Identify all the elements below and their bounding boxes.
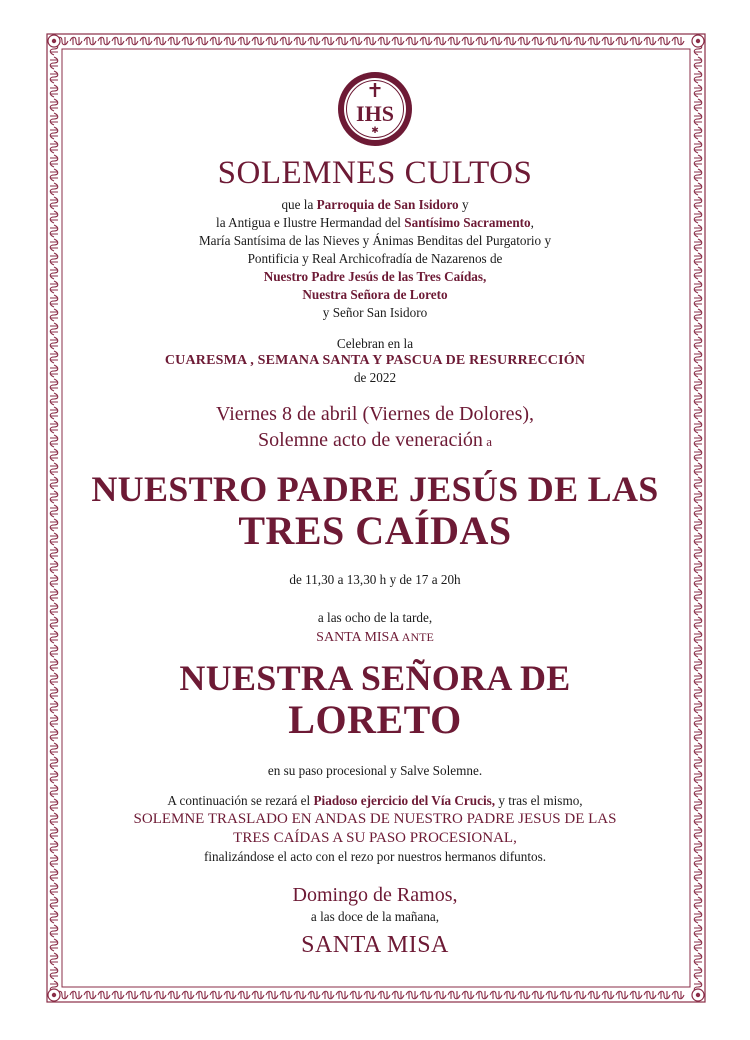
border-motif — [546, 37, 558, 45]
border-motif — [378, 991, 390, 999]
border-motif — [694, 785, 702, 797]
border-motif — [694, 771, 702, 783]
border-motif — [50, 939, 58, 951]
border-motif — [694, 603, 702, 615]
border-motif — [70, 37, 82, 45]
border-motif — [50, 225, 58, 237]
border-motif — [308, 991, 320, 999]
celebration-line-1: Celebran en la — [336, 336, 414, 351]
border-motif — [504, 37, 516, 45]
jesus-title-line-2: TRES CAÍDAS — [238, 508, 512, 553]
border-motif — [224, 37, 236, 45]
border-motif — [50, 813, 58, 825]
border-motif — [50, 827, 58, 839]
virgin-title-line-2: LORETO — [288, 697, 462, 742]
border-motif — [602, 37, 614, 45]
border-motif — [694, 729, 702, 741]
border-motif — [694, 267, 702, 279]
border-motif — [546, 991, 558, 999]
border-motif — [50, 883, 58, 895]
border-motif — [50, 631, 58, 643]
border-motif — [50, 841, 58, 853]
border-motif — [50, 771, 58, 783]
border-motif — [694, 911, 702, 923]
border-motif — [294, 37, 306, 45]
border-motif — [694, 183, 702, 195]
border-motif — [616, 991, 628, 999]
border-motif — [462, 37, 474, 45]
border-motif — [50, 141, 58, 153]
page-title: SOLEMNES CULTOS — [217, 155, 533, 191]
border-motif — [694, 701, 702, 713]
border-motif — [50, 869, 58, 881]
border-motif — [518, 37, 530, 45]
border-motif — [694, 813, 702, 825]
border-motif — [84, 991, 96, 999]
border-motif — [50, 533, 58, 545]
border-motif — [50, 673, 58, 685]
border-motif — [50, 659, 58, 671]
border-motif — [50, 575, 58, 587]
border-motif — [50, 309, 58, 321]
intro-line-7: y Señor San Isidoro — [322, 305, 428, 320]
border-motif — [406, 37, 418, 45]
border-motif — [50, 337, 58, 349]
border-motif — [50, 435, 58, 447]
border-motif — [50, 113, 58, 125]
border-motif — [694, 631, 702, 643]
border-motif — [50, 715, 58, 727]
border-motif — [694, 715, 702, 727]
border-motif — [694, 953, 702, 965]
border-motif — [126, 991, 138, 999]
celebration-year: de 2022 — [353, 370, 397, 385]
border-motif — [694, 659, 702, 671]
border-motif — [50, 855, 58, 867]
border-motif — [694, 841, 702, 853]
border-motif — [694, 687, 702, 699]
border-motif — [694, 141, 702, 153]
border-motif — [50, 561, 58, 573]
border-motif — [50, 757, 58, 769]
border-motif — [210, 991, 222, 999]
border-motif — [694, 85, 702, 97]
border-motif — [238, 37, 250, 45]
border-motif — [392, 37, 404, 45]
border-motif — [694, 673, 702, 685]
border-motif — [694, 197, 702, 209]
border-motif — [694, 239, 702, 251]
border-motif — [694, 939, 702, 951]
border-motif — [694, 491, 702, 503]
border-motif — [112, 37, 124, 45]
border-motif — [224, 991, 236, 999]
border-motif — [694, 99, 702, 111]
border-motif — [560, 37, 572, 45]
border-motif — [694, 365, 702, 377]
border-motif — [616, 37, 628, 45]
virgin-title-line-1: NUESTRA SEÑORA DE — [179, 658, 571, 698]
image-name-jesus — [60, 469, 690, 553]
border-motif — [182, 37, 194, 45]
celebration-season: CUARESMA , SEMANA SANTA Y PASCUA DE RESURRECCIÓN — [164, 353, 586, 368]
border-motif — [50, 687, 58, 699]
border-motif — [308, 37, 320, 45]
border-motif — [50, 365, 58, 377]
border-motif — [694, 463, 702, 475]
border-motif — [238, 991, 250, 999]
border-motif — [350, 991, 362, 999]
border-motif — [694, 57, 702, 69]
border-motif — [50, 211, 58, 223]
jesus-title-line-1: NUESTRO PADRE JESÚS DE LAS — [91, 469, 659, 509]
border-motif — [644, 991, 656, 999]
border-motif — [112, 991, 124, 999]
border-motif — [50, 323, 58, 335]
celebration-block — [60, 335, 690, 387]
svg-text:✱: ✱ — [371, 126, 379, 136]
border-motif — [50, 169, 58, 181]
border-motif — [630, 37, 642, 45]
border-motif — [266, 37, 278, 45]
border-motif — [168, 37, 180, 45]
border-motif — [694, 337, 702, 349]
border-motif — [560, 991, 572, 999]
border-motif — [50, 183, 58, 195]
border-motif — [50, 351, 58, 363]
border-motif — [392, 991, 404, 999]
border-motif — [364, 37, 376, 45]
border-motif — [336, 991, 348, 999]
border-motif — [98, 37, 110, 45]
via-crucis-block — [60, 792, 690, 866]
border-motif — [210, 37, 222, 45]
evening-mass-block — [60, 609, 690, 648]
border-motif — [602, 991, 614, 999]
border-motif — [98, 991, 110, 999]
border-motif — [50, 267, 58, 279]
border-motif — [694, 211, 702, 223]
border-motif — [694, 393, 702, 405]
border-motif — [574, 991, 586, 999]
image-name-virgin — [60, 658, 690, 742]
border-motif — [462, 991, 474, 999]
border-motif — [694, 407, 702, 419]
border-motif — [50, 603, 58, 615]
border-motif — [588, 37, 600, 45]
border-motif — [476, 991, 488, 999]
border-motif — [50, 407, 58, 419]
border-motif — [50, 785, 58, 797]
border-motif — [694, 589, 702, 601]
border-motif — [476, 37, 488, 45]
border-motif — [322, 37, 334, 45]
border-motif — [50, 799, 58, 811]
border-motif — [694, 519, 702, 531]
border-motif — [50, 99, 58, 111]
border-motif — [50, 281, 58, 293]
border-motif — [574, 37, 586, 45]
border-motif — [50, 617, 58, 629]
border-motif — [280, 37, 292, 45]
border-motif — [50, 295, 58, 307]
border-motif — [694, 351, 702, 363]
border-motif — [630, 991, 642, 999]
border-motif — [694, 575, 702, 587]
border-motif — [694, 645, 702, 657]
border-motif — [694, 113, 702, 125]
border-motif — [694, 799, 702, 811]
border-motif — [252, 991, 264, 999]
border-motif — [658, 37, 670, 45]
border-motif — [50, 155, 58, 167]
border-motif — [672, 991, 684, 999]
border-motif — [140, 37, 152, 45]
intro-line-6: Nuestra Señora de Loreto — [302, 287, 448, 302]
border-motif — [50, 379, 58, 391]
border-motif — [694, 533, 702, 545]
border-motif — [50, 911, 58, 923]
border-motif — [504, 991, 516, 999]
border-motif — [694, 225, 702, 237]
border-motif — [350, 37, 362, 45]
sunday-date: Domingo de Ramos, — [292, 884, 458, 906]
traslado-line-2: TRES CAÍDAS A SU PASO PROCESIONAL, — [233, 830, 517, 846]
border-motif — [588, 991, 600, 999]
border-motif — [694, 379, 702, 391]
border-motif — [694, 477, 702, 489]
intro-block — [60, 196, 690, 322]
border-motif — [50, 85, 58, 97]
border-motif — [154, 37, 166, 45]
border-motif — [694, 925, 702, 937]
border-motif — [50, 519, 58, 531]
border-motif — [434, 37, 446, 45]
border-motif — [694, 169, 702, 181]
paso-text: en su paso procesional y Salve Solemne. — [267, 763, 483, 778]
intro-line-5: Nuestro Padre Jesús de las Tres Caídas, — [263, 269, 487, 284]
border-motif — [420, 37, 432, 45]
border-motif — [694, 155, 702, 167]
border-motif — [694, 449, 702, 461]
traslado-line-1: SOLEMNE TRASLADO EN ANDAS DE NUESTRO PADRE JESUS DE LAS — [133, 811, 617, 827]
border-motif — [196, 37, 208, 45]
border-motif — [196, 991, 208, 999]
border-motif — [694, 617, 702, 629]
border-motif — [364, 991, 376, 999]
border-motif — [490, 991, 502, 999]
border-motif — [50, 897, 58, 909]
border-motif — [50, 505, 58, 517]
border-motif — [658, 991, 670, 999]
border-motif — [50, 967, 58, 979]
border-motif — [50, 197, 58, 209]
border-motif — [420, 991, 432, 999]
border-motif — [50, 743, 58, 755]
evening-time: a las ocho de la tarde, — [317, 610, 433, 625]
border-motif — [168, 991, 180, 999]
border-motif — [406, 991, 418, 999]
border-motif — [694, 547, 702, 559]
border-motif — [50, 127, 58, 139]
border-motif — [50, 71, 58, 83]
intro-line-4: Pontificia y Real Archicofradía de Nazarenos de — [247, 251, 503, 266]
border-motif — [182, 991, 194, 999]
border-motif — [644, 37, 656, 45]
border-motif — [140, 991, 152, 999]
border-motif — [50, 449, 58, 461]
ihs-monogram-icon — [336, 70, 414, 148]
border-motif — [694, 281, 702, 293]
border-motif — [694, 323, 702, 335]
border-motif — [50, 645, 58, 657]
border-motif — [694, 967, 702, 979]
border-motif — [50, 393, 58, 405]
intro-line-1: que la Parroquia de San Isidoro y — [281, 197, 469, 212]
intro-line-3: María Santísima de las Nieves y Ánimas Benditas del Purgatorio y — [198, 233, 552, 248]
friday-date: Viernes 8 de abril (Viernes de Dolores), — [215, 403, 535, 425]
border-motif — [280, 991, 292, 999]
border-motif — [694, 71, 702, 83]
border-motif — [50, 701, 58, 713]
sunday-mass: SANTA MISA — [301, 932, 449, 958]
border-motif — [694, 127, 702, 139]
border-motif — [532, 991, 544, 999]
poster-content — [60, 70, 690, 959]
border-motif — [126, 37, 138, 45]
border-motif — [50, 589, 58, 601]
border-motif — [154, 991, 166, 999]
border-motif — [50, 477, 58, 489]
border-motif — [694, 309, 702, 321]
border-motif — [694, 505, 702, 517]
svg-text:IHS: IHS — [356, 101, 394, 126]
border-motif — [694, 295, 702, 307]
border-motif — [518, 991, 530, 999]
border-motif — [322, 991, 334, 999]
friday-act: Solemne acto de veneración a — [258, 429, 492, 451]
intro-line-2: la Antigua e Ilustre Hermandad del Santísimo Sacramento, — [216, 215, 534, 230]
border-motif — [694, 869, 702, 881]
border-motif — [294, 991, 306, 999]
border-motif — [694, 897, 702, 909]
border-motif — [50, 925, 58, 937]
border-motif — [694, 827, 702, 839]
border-motif — [266, 991, 278, 999]
border-motif — [50, 463, 58, 475]
border-motif — [84, 37, 96, 45]
evening-mass: SANTA MISA ANTE — [316, 630, 434, 645]
sunday-block — [60, 882, 690, 959]
border-motif — [694, 757, 702, 769]
border-motif — [50, 491, 58, 503]
border-motif — [50, 253, 58, 265]
border-motif — [672, 37, 684, 45]
veneration-hours: de 11,30 a 13,30 h y de 17 a 20h — [289, 572, 461, 587]
border-motif — [50, 953, 58, 965]
border-motif — [448, 37, 460, 45]
border-motif — [694, 253, 702, 265]
border-motif — [50, 547, 58, 559]
via-crucis-line: A continuación se rezará el Piadoso ejercicio del Vía Crucis, y tras el mismo, — [167, 793, 583, 808]
border-motif — [448, 991, 460, 999]
border-motif — [50, 57, 58, 69]
border-motif — [694, 421, 702, 433]
border-motif — [532, 37, 544, 45]
border-motif — [50, 239, 58, 251]
border-motif — [694, 743, 702, 755]
border-motif — [50, 729, 58, 741]
border-motif — [694, 561, 702, 573]
border-motif — [434, 991, 446, 999]
sunday-time: a las doce de la mañana, — [310, 909, 440, 924]
border-motif — [50, 421, 58, 433]
final-line: finalizándose el acto con el rezo por nuestros hermanos difuntos. — [203, 849, 547, 864]
border-motif — [694, 435, 702, 447]
border-motif — [336, 37, 348, 45]
border-motif — [378, 37, 390, 45]
friday-header — [60, 401, 690, 455]
border-motif — [70, 991, 82, 999]
border-motif — [694, 855, 702, 867]
border-motif — [490, 37, 502, 45]
border-motif — [694, 883, 702, 895]
border-motif — [252, 37, 264, 45]
